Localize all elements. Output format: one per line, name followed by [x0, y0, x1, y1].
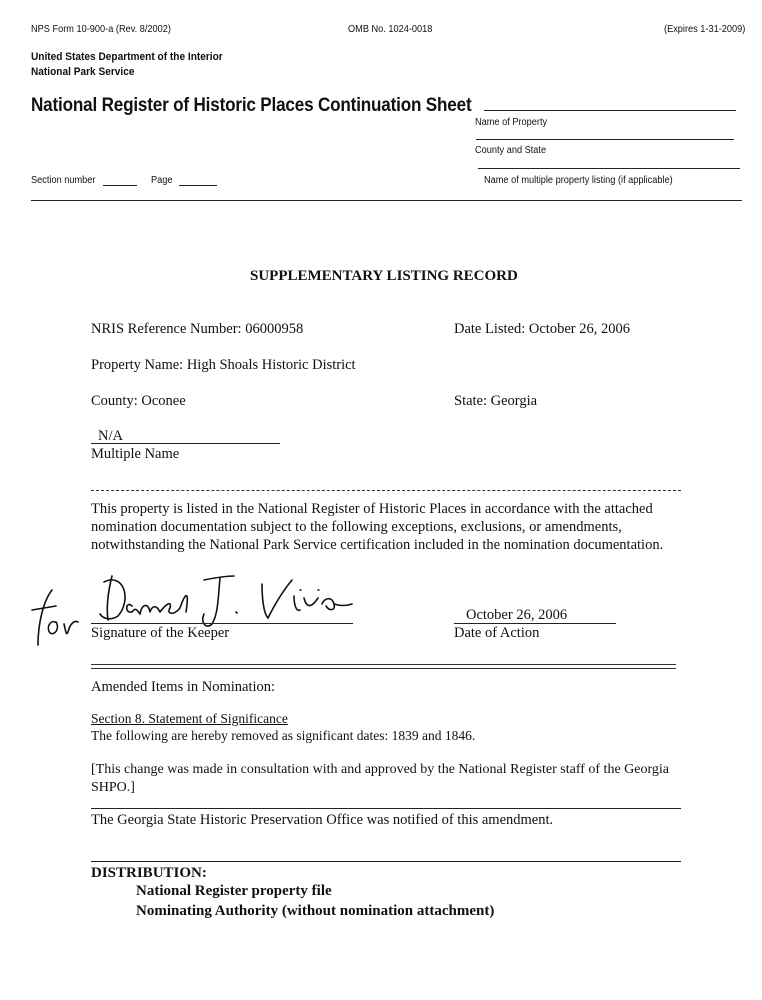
- signature-label: Signature of the Keeper: [91, 625, 230, 641]
- property-name: Property Name: High Shoals Historic District: [91, 357, 356, 373]
- distribution-divider: [91, 861, 681, 862]
- form-number: NPS Form 10-900-a (Rev. 8/2002): [31, 24, 171, 35]
- consultation-note: [This change was made in consultation with and approved by the National Register staff of the Georgia SHPO.]: [91, 762, 669, 795]
- distribution-heading: DISTRIBUTION:: [91, 865, 207, 881]
- department-name: United States Department of the Interior: [31, 51, 223, 63]
- distribution-item: Nominating Authority (without nomination attachment): [136, 903, 495, 919]
- action-date: October 26, 2006: [466, 607, 568, 623]
- double-divider: [91, 664, 676, 669]
- expiration-date: (Expires 1-31-2009): [664, 24, 746, 35]
- section-number-label: Section number: [31, 175, 96, 186]
- amended-section-title: Section 8. Statement of Significance: [91, 711, 288, 726]
- notification-text: The Georgia State Historic Preservation Office was notified of this amendment.: [91, 812, 554, 828]
- notification-divider: [91, 808, 681, 809]
- name-of-property-label: Name of Property: [475, 117, 548, 128]
- listing-statement: This property is listed in the National Register of Historic Places in accordance with the attached nomination documentation subject to the following exceptions, exclusions, or amendments, notwithstanding the National Park Service certification included in the nomination documentation.: [91, 501, 664, 553]
- nris-reference: NRIS Reference Number: 06000958: [91, 321, 304, 337]
- removed-dates-text: The following are hereby removed as significant dates: 1839 and 1846.: [91, 728, 476, 743]
- county-state-label: County and State: [475, 145, 547, 156]
- page-label: Page: [151, 175, 173, 186]
- action-date-label: Date of Action: [454, 625, 540, 641]
- date-listed: Date Listed: October 26, 2006: [454, 321, 630, 337]
- distribution-item: National Register property file: [136, 883, 332, 899]
- multiple-listing-label: Name of multiple property listing (if applicable): [484, 175, 673, 186]
- county: County: Oconee: [91, 393, 186, 409]
- signature-line: [91, 623, 353, 624]
- multiple-name-label: Multiple Name: [91, 446, 180, 462]
- record-heading: SUPPLEMENTARY LISTING RECORD: [250, 268, 518, 284]
- agency-name: National Park Service: [31, 66, 135, 78]
- state: State: Georgia: [454, 393, 538, 409]
- multiple-name-value: N/A: [98, 428, 123, 444]
- action-date-line: [454, 623, 616, 624]
- omb-number: OMB No. 1024-0018: [348, 24, 433, 35]
- amended-items-heading: Amended Items in Nomination:: [91, 679, 276, 695]
- page-title: National Register of Historic Places Continuation Sheet: [31, 95, 472, 116]
